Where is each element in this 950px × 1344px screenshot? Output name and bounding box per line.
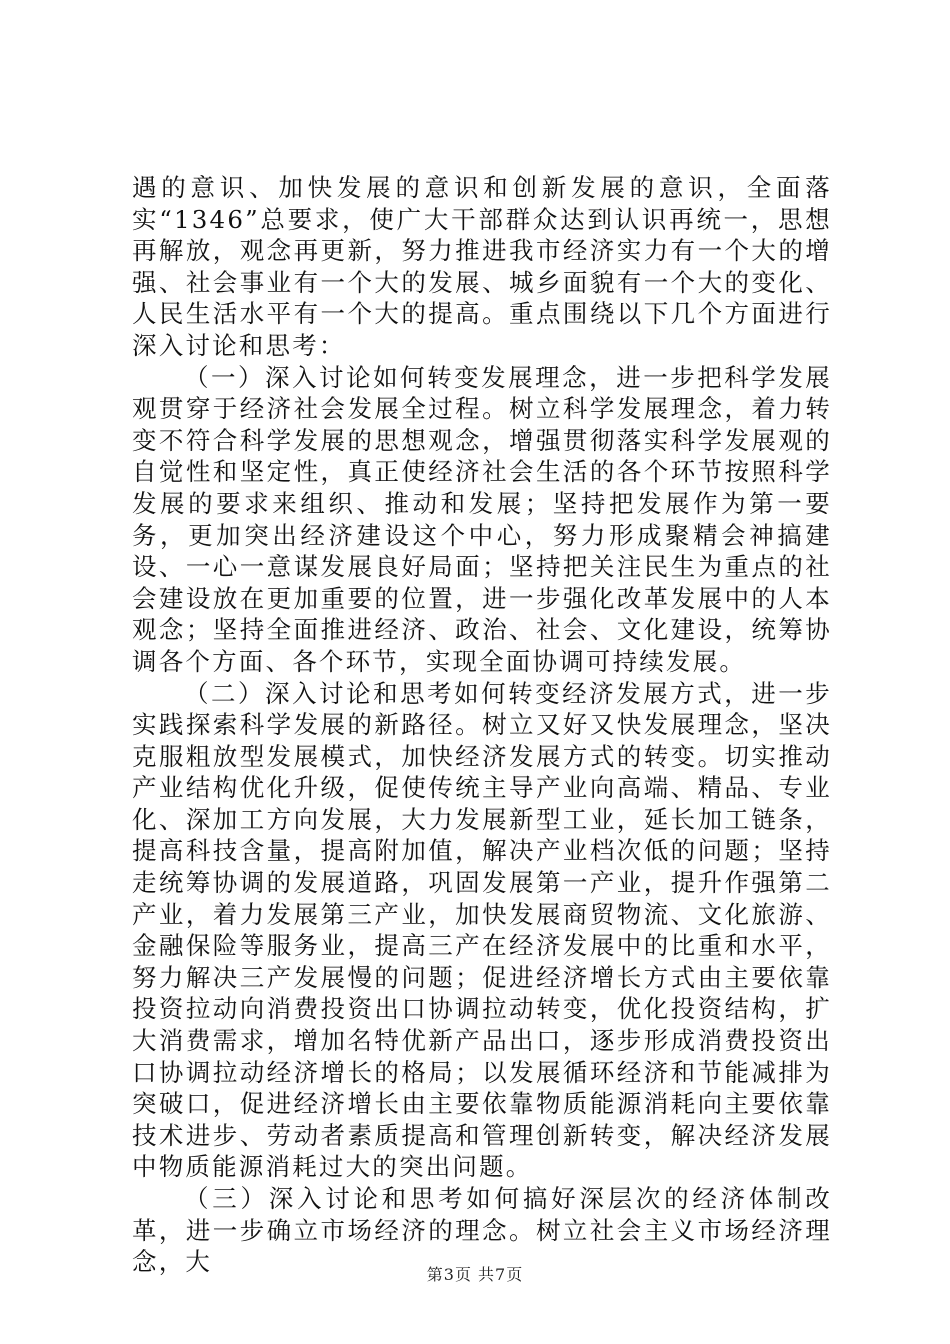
page-number-footer: 第3页 共7页 — [426, 1265, 524, 1284]
paragraph-section-2: （二）深入讨论和思考如何转变经济发展方式，进一步实践探索科学发展的新路径。树立又好又快发展理念，坚决克服粗放型发展模式，加快经济发展方式的转变。切实推动产业结构优化升级，促使传统主导产业向高端、精品、专业化、深加工方向发展，大力发展新型工业，延长加工链条，提高科技含量，提高附加值，解决产业档次低的问题；坚持走统筹协调的发展道路，巩固发展第一产业，提升作强第二产业，着力发展第三产业，加快发展商贸物流、文化旅游、金融保险等服务业，提高三产在经济发展中的比重和水平，努力解决三产发展慢的问题；促进经济增长方式由主要依靠投资拉动向消费投资出口协调拉动转变，优化投资结构，扩大消费需求，增加名特优新产品出口，逐步形成消费投资出口协调拉动经济增长的格局；以发展循环经济和节能减排为突破口，促进经济增长由主要依靠物质能源消耗向主要依靠技术进步、劳动者素质提高和管理创新转变，解决经济发展中物质能源消耗过大的突出问题。 — [132, 678, 832, 1182]
paragraph-section-1: （一）深入讨论如何转变发展理念，进一步把科学发展观贯穿于经济社会发展全过程。树立科学发展理念，着力转变不符合科学发展的思想观念，增强贯彻落实科学发展观的自觉性和坚定性，真正使经济社会生活的各个环节按照科学发展的要求来组织、推动和发展；坚持把发展作为第一要务，更加突出经济建设这个中心，努力形成聚精会神搞建设、一心一意谋发展良好局面；坚持把关注民生为重点的社会建设放在更加重要的位置，进一步强化改革发展中的人本观念；坚持全面推进经济、政治、社会、文化建设，统筹协调各个方面、各个环节，实现全面协调可持续发展。 — [132, 362, 832, 676]
paragraph-intro-continued: 遇的意识、加快发展的意识和创新发展的意识，全面落实“1346”总要求，使广大干部群众达到认识再统一，思想再解放，观念再更新，努力推进我市经济实力有一个大的增强、社会事业有一个大的发展、城乡面貌有一个大的变化、人民生活水平有一个大的提高。重点围绕以下几个方面进行深入讨论和思考： — [132, 173, 832, 360]
paragraph-section-3: （三）深入讨论和思考如何搞好深层次的经济体制改革，进一步确立市场经济的理念。树立社会主义市场经济理念，大 — [132, 1184, 832, 1277]
document-body — [132, 172, 832, 1278]
